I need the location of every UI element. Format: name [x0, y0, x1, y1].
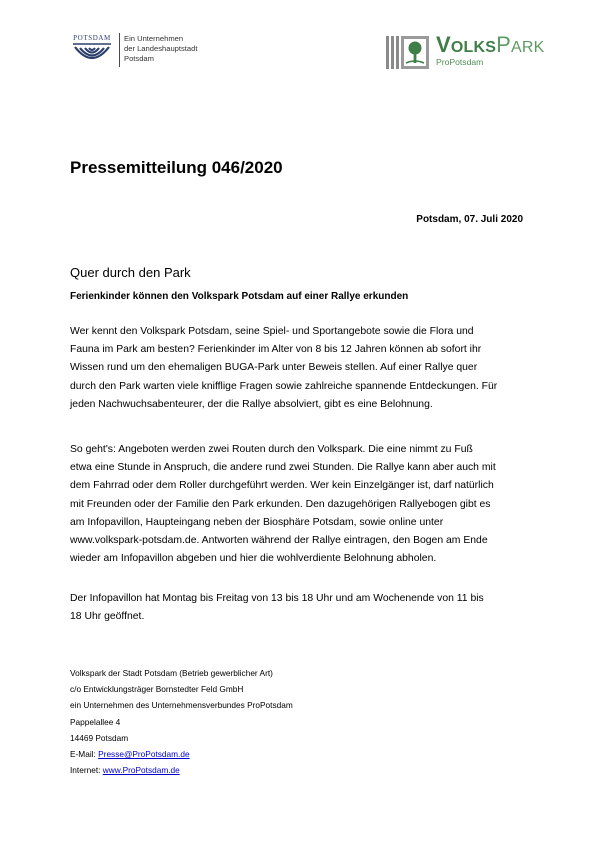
wordmark-part: V — [436, 32, 451, 57]
text-line: wieder am Infopavillon abgeben und hier die wohlverdiente Belohnung abholen. — [70, 553, 437, 565]
subheadline: Ferienkinder können den Volkspark Potsdam auf einer Rallye erkunden — [70, 291, 409, 302]
wordmark-part: P — [496, 32, 511, 57]
volkspark-subtitle: ProPotsdam — [436, 57, 484, 67]
contact-footer — [70, 665, 293, 778]
headline: Quer durch den Park — [70, 265, 191, 280]
footer-internet-row — [70, 762, 293, 778]
footer-line: ein Unternehmen des Unternehmensverbundes ProPotsdam — [70, 700, 293, 711]
paragraph-routes — [70, 441, 528, 568]
potsdam-line: Ein Unternehmen — [124, 34, 184, 43]
footer-line: Volkspark der Stadt Potsdam (Betrieb gewerblicher Art) — [70, 668, 273, 678]
internet-link[interactable]: www.ProPotsdam.de — [102, 765, 180, 776]
potsdam-logo-label: POTSDAM — [73, 34, 111, 42]
text-line: 18 Uhr geöffnet. — [70, 611, 145, 623]
paragraph-intro — [70, 323, 528, 414]
volkspark-wordmark — [436, 34, 545, 59]
footer-line: 14469 Potsdam — [70, 732, 129, 743]
text-line: dem Fahrrad oder dem Roller durchgeführt werden. Wer kein Einzelgänger ist, darf natürlich — [70, 480, 494, 492]
internet-label: Internet: — [70, 765, 101, 776]
potsdam-logo — [67, 32, 117, 66]
email-link[interactable]: Presse@ProPotsdam.de — [98, 749, 190, 760]
text-line: etwa eine Stunde in Anspruch, die andere rund zwei Stunden. Die Rallye kann aber auch mit — [70, 462, 496, 474]
text-line: www.volkspark-potsdam.de. Antworten während der Rallye eintragen, den Bogen am Ende — [70, 535, 488, 547]
dateline: Potsdam, 07. Juli 2020 — [416, 214, 523, 225]
text-line: durch den Park warten viele knifflige Fragen sowie zahlreiche spannende Entdeckungen. Für — [70, 380, 498, 392]
text-line: So geht's: Angeboten werden zwei Routen durch den Volkspark. Die eine nimmt zu Fuß — [70, 444, 473, 455]
text-line: am Infopavillon, Haupteingang neben der Biosphäre Potsdam, sowie online unter — [70, 516, 444, 528]
potsdam-line: Potsdam — [124, 54, 154, 64]
text-line: jeden Nachwuchsabenteurer, der die Rallye absolviert, gibt es eine Belohnung. — [70, 398, 433, 410]
potsdam-line: der Landeshauptstadt — [124, 44, 198, 54]
potsdam-affiliation — [124, 34, 197, 65]
volkspark-mark — [386, 35, 430, 70]
wordmark-part: OLKS — [450, 39, 497, 56]
footer-line: Pappelallee 4 — [70, 716, 121, 727]
page-title: Pressemitteilung 046/2020 — [70, 158, 283, 177]
footer-email-row — [70, 746, 293, 762]
text-line: mit Freunden oder der Familie den Park erkunden. Den dazugehörigen Rallyebogen gibt es — [70, 498, 491, 510]
email-label: E-Mail: — [70, 749, 96, 760]
header-divider — [119, 33, 120, 67]
text-line: Wer kennt den Volkspark Potsdam, seine Spiel- und Sportangebote sowie die Flora und — [70, 326, 474, 337]
footer-line: c/o Entwicklungsträger Bornstedter Feld GmbH — [70, 684, 244, 695]
paragraph-opening-hours — [70, 590, 528, 626]
text-line: Wissen rund um den ehemaligen BUGA-Park unter Beweis stellen. Auf einer Rallye quer — [70, 362, 478, 374]
text-line: Der Infopavillon hat Montag bis Freitag von 13 bis 18 Uhr und am Wochenende von 11 bis — [70, 593, 484, 604]
text-line: Fauna im Park am besten? Ferienkinder im Alter von 8 bis 12 Jahren können ab sofort ihr — [70, 344, 482, 356]
wordmark-part: ARK — [511, 39, 545, 56]
